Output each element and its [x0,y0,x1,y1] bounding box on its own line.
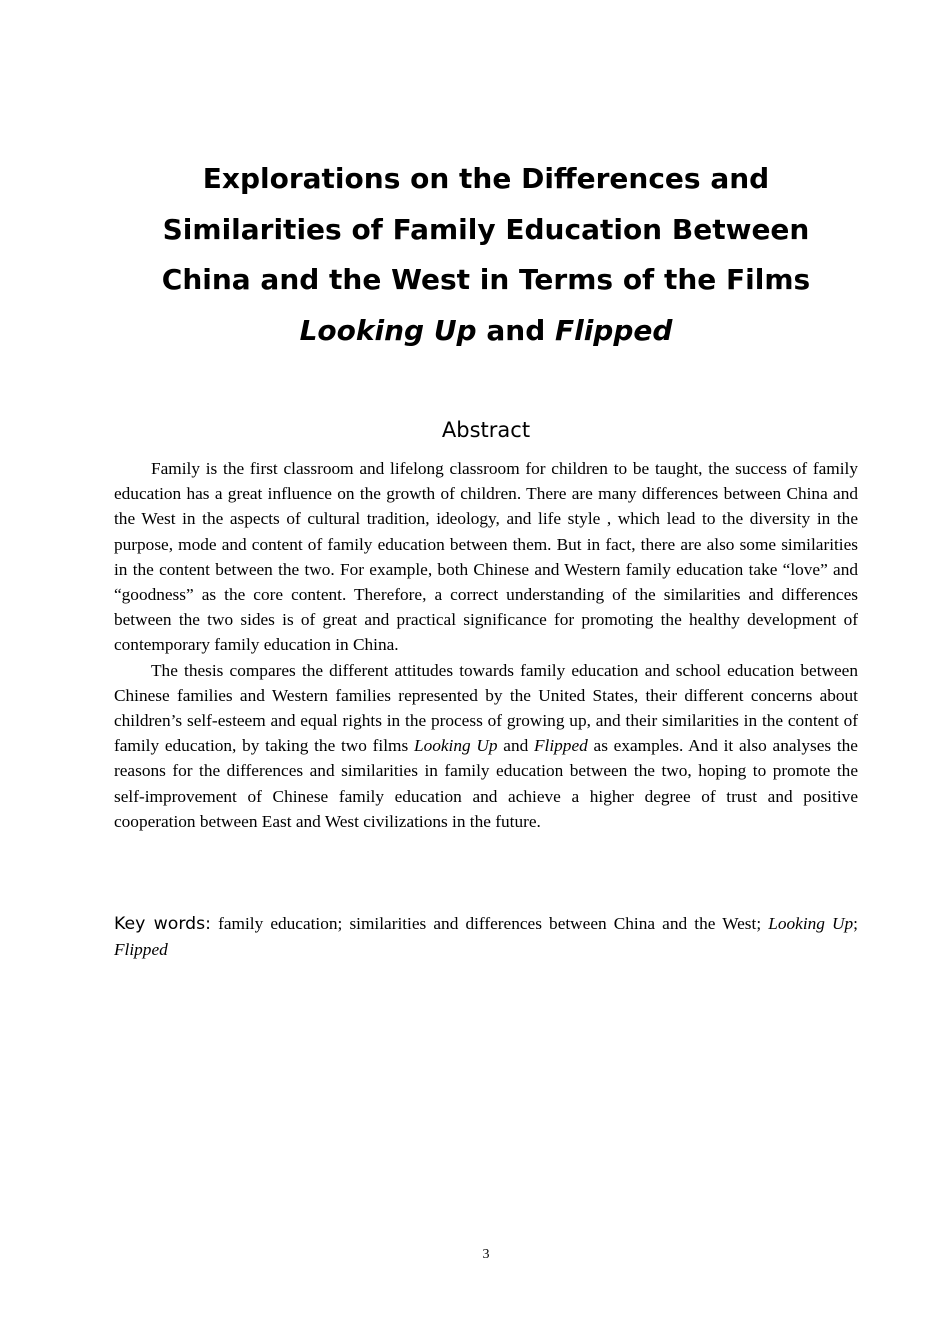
paragraph-2-and: and [503,736,529,756]
paragraph-2-film-looking-up: Looking Up [413,736,498,756]
paragraph-2-text-a: The thesis compares the different attitudes towards family education and school education between Chinese families and Western families represented by the United States, their different concerns about children’s self-esteem and equal rights in the process of growing up, and their similarities in the content of family education, by taking the two films [114,660,858,756]
keyword-film-flipped: Flipped [114,940,168,960]
paragraph-2-film-flipped: Flipped [534,736,588,756]
abstract-paragraph-1: Family is the first classroom and lifelong classroom for children to be taught, the success of family education has a great influence on the growth of children. There are many differences between China and the West in the aspects of cultural tradition, ideology, and life style , which lead to the diversity in the purpose, mode and content of family education between them. But in fact, there are also some similarities in the content between the two. For example, both Chinese and Western family education take “love” and “goodness” as the core content. Therefore, a correct understanding of the similarities and differences between the two sides is of great and practical significance for promoting the healthy development of contemporary family education in China. [114,459,858,655]
title-line-3: China and the West in Terms of the Films [161,263,811,296]
page-number: 3 [482,1247,490,1262]
keywords-separator: ; [853,914,858,933]
keywords-terms: family education; similarities and differences between China and the West; [218,914,762,933]
paragraph-2-text-b: as examples. And it also analyses the reasons for the differences and similarities in family education between the two, hoping to promote the self-improvement of Chinese family education and achieve a higher degree of trust and positive cooperation between East and West civilizations in the future. [114,736,858,831]
document-title [114,154,858,356]
title-conjunction: and [486,313,546,347]
keywords-label: Key words: [114,914,211,934]
keyword-film-looking-up: Looking Up [768,914,854,933]
abstract-body [114,456,858,834]
abstract-heading: Abstract [441,418,531,442]
abstract-paragraph-2 [114,658,858,834]
title-film-looking-up: Looking Up [299,313,477,347]
title-line-1: Explorations on the Differences and [202,162,770,195]
title-film-flipped: Flipped [554,313,673,347]
keywords-line [114,911,858,962]
title-line-2: Similarities of Family Education Between [162,212,810,246]
